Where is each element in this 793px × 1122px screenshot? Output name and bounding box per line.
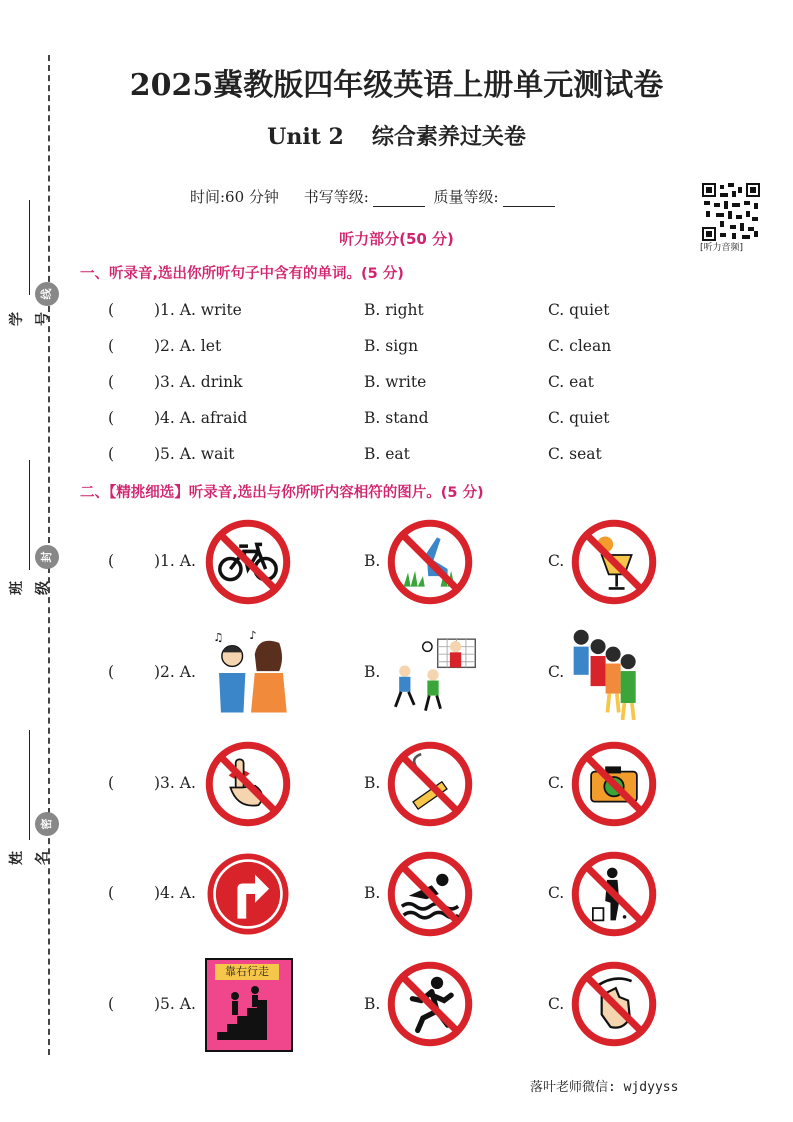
answer-paren[interactable]: ( <box>108 373 115 391</box>
footer-contact: 落叶老师微信: wjdyyss <box>530 1080 679 1095</box>
option-a: )2. A. <box>154 663 196 681</box>
option-c: C. <box>548 552 565 570</box>
no-photos-icon[interactable] <box>570 740 658 828</box>
option-c: C. seat <box>548 445 602 463</box>
answer-paren[interactable]: ( <box>108 337 115 355</box>
option-b: B. <box>364 774 381 792</box>
answer-paren[interactable]: ( <box>108 552 115 570</box>
option-b: B. <box>364 995 381 1013</box>
no-running-icon[interactable] <box>386 960 474 1048</box>
option-a: )5. A. <box>154 995 196 1013</box>
name-line <box>29 730 30 840</box>
option-a: )2. A. let <box>154 337 222 355</box>
option-c: C. <box>548 884 565 902</box>
no-littering-icon[interactable] <box>570 850 658 938</box>
qr-caption: [听力音频] <box>700 243 744 253</box>
student-id-label: 学号 <box>9 312 51 326</box>
section2-heading-text: 听录音,选出与你所听内容相符的图片。(5 分) <box>188 485 484 501</box>
binding-mark-secret: 密 <box>35 812 59 836</box>
option-c: C. <box>548 774 565 792</box>
option-a: )4. A. afraid <box>154 409 248 427</box>
kids-in-line-icon[interactable] <box>568 622 662 722</box>
option-a: )1. A. <box>154 552 196 570</box>
kids-singing-icon[interactable] <box>204 626 298 720</box>
option-a: )3. A. drink <box>154 373 243 391</box>
no-stepping-on-grass-icon[interactable] <box>386 518 474 606</box>
option-c: C. eat <box>548 373 594 391</box>
svg-text:♫: ♫ <box>213 631 224 645</box>
section2-heading <box>80 481 484 502</box>
class-label: 班级 <box>9 581 51 595</box>
time-info: 时间:60 分钟 <box>190 188 279 206</box>
be-quiet-icon[interactable] <box>204 740 292 828</box>
page-subtitle <box>0 120 793 151</box>
quality-grade-blank[interactable] <box>503 192 555 207</box>
option-a: )5. A. wait <box>154 445 235 463</box>
no-touching-icon[interactable] <box>570 960 658 1048</box>
option-b: B. <box>364 884 381 902</box>
section1-heading: 一、听录音,选出你所听句子中含有的单词。(5 分) <box>80 266 404 282</box>
keep-right-stairs-icon[interactable] <box>205 958 293 1052</box>
writing-grade-blank[interactable] <box>373 192 425 207</box>
option-b: B. write <box>364 373 427 391</box>
answer-paren[interactable]: ( <box>108 884 115 902</box>
listening-section-header: 听力部分(50 分) <box>339 230 454 248</box>
answer-paren[interactable]: ( <box>108 301 115 319</box>
writing-grade-label: 书写等级: <box>303 188 369 206</box>
unit-label: Unit 2 <box>267 124 344 150</box>
answer-paren[interactable]: ( <box>108 663 115 681</box>
option-c: C. <box>548 663 565 681</box>
binding-mark-line: 线 <box>35 282 59 306</box>
keep-right-sign-text: 靠右行走 <box>215 964 279 980</box>
answer-paren[interactable]: ( <box>108 995 115 1013</box>
class-line <box>29 460 30 570</box>
option-b: B. sign <box>364 337 419 355</box>
unit-name: 综合素养过关卷 <box>371 124 526 150</box>
option-c: C. quiet <box>548 301 610 319</box>
option-c: C. quiet <box>548 409 610 427</box>
section2-tag: 【精挑细选】 <box>109 485 189 501</box>
option-b: B. <box>364 663 381 681</box>
option-a: )3. A. <box>154 774 196 792</box>
option-b: B. eat <box>364 445 410 463</box>
no-cycling-icon[interactable] <box>204 518 292 606</box>
option-a: )1. A. write <box>154 301 242 319</box>
option-c: C. clean <box>548 337 612 355</box>
no-drinks-icon[interactable] <box>570 518 658 606</box>
no-swimming-icon[interactable] <box>386 850 474 938</box>
section2-prefix: 二、 <box>80 485 109 501</box>
answer-paren[interactable]: ( <box>108 445 115 463</box>
option-c: C. <box>548 995 565 1013</box>
name-label: 姓名 <box>9 851 51 865</box>
svg-text:♪: ♪ <box>249 629 257 643</box>
kids-playing-football-icon[interactable] <box>386 626 480 720</box>
turn-right-icon[interactable] <box>204 850 292 938</box>
option-b: B. right <box>364 301 424 319</box>
answer-paren[interactable]: ( <box>108 774 115 792</box>
page-title: 2025冀教版四年级英语上册单元测试卷 <box>129 68 664 103</box>
no-smoking-icon[interactable] <box>386 740 474 828</box>
binding-mark-seal: 封 <box>35 545 59 569</box>
answer-paren[interactable]: ( <box>108 409 115 427</box>
option-a: )4. A. <box>154 884 196 902</box>
exam-info-row <box>190 186 559 207</box>
option-b: B. stand <box>364 409 429 427</box>
option-b: B. <box>364 552 381 570</box>
quality-grade-label: 质量等级: <box>433 188 499 206</box>
